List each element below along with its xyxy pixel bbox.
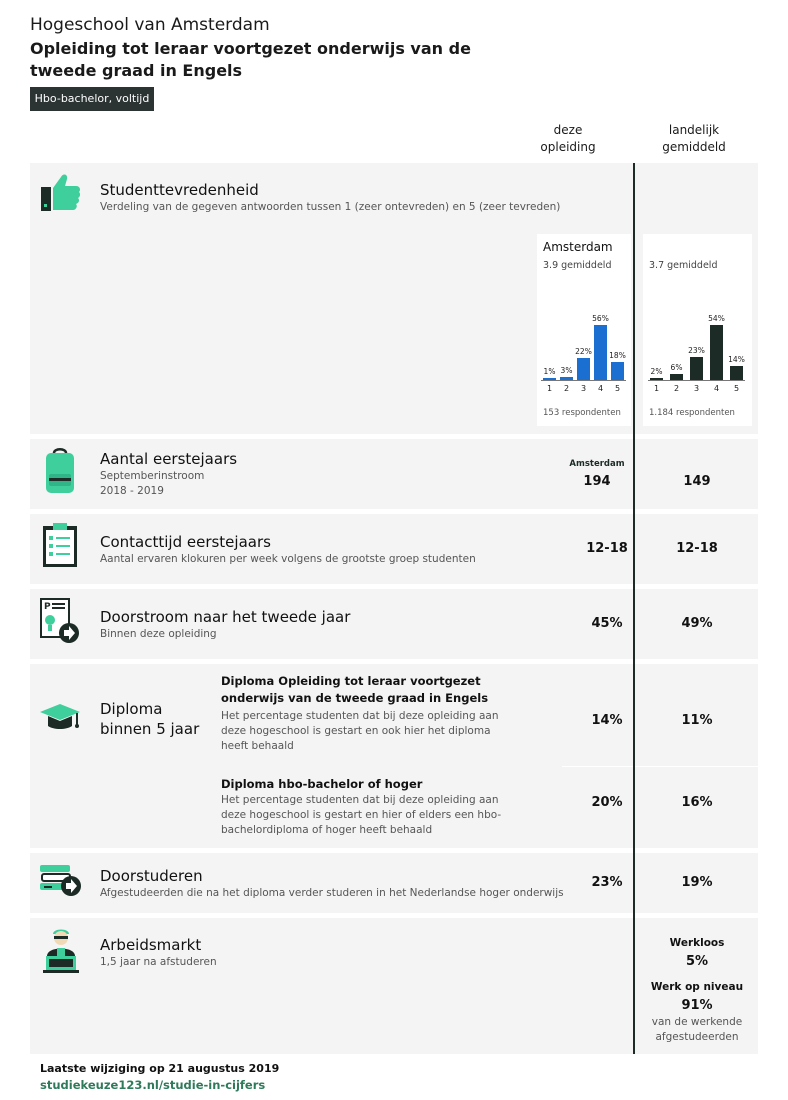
- chart-card-national: [643, 234, 752, 426]
- diploma-sub2-text-line2: deze hogeschool is gestart en hier of elders een hbo-: [221, 809, 502, 821]
- school-name: Hogeschool van Amsterdam: [30, 15, 270, 35]
- chart-tick-label: 3: [693, 384, 700, 393]
- diploma-title-line1: Diploma: [100, 700, 163, 718]
- svg-text:P: P: [44, 602, 51, 612]
- clipboard-icon: [42, 522, 78, 568]
- diploma-sub2: [221, 776, 501, 838]
- chart-tick-label: 5: [733, 384, 740, 393]
- progress-own-value: 45%: [591, 616, 623, 631]
- diploma-sub1-title-line2: onderwijs van de tweede graad in Engels: [221, 691, 489, 705]
- column-header-national: [654, 122, 734, 156]
- further-national-value: 19%: [681, 875, 713, 890]
- document-arrow-icon: [40, 598, 80, 644]
- further-title: Doorstuderen: [100, 867, 203, 885]
- diploma-sub2-text-line3: bachelordiploma of hoger heeft behaald: [221, 824, 433, 836]
- column-header-national-line2: gemiddeld: [662, 140, 726, 154]
- column-header-own-line1: deze: [553, 123, 583, 137]
- labor-note-line2: afgestudeerden: [655, 1031, 739, 1043]
- column-header-own: [528, 122, 608, 156]
- chart-data-label: 54%: [708, 314, 725, 323]
- chart-data-label: 6%: [670, 362, 683, 372]
- contact-own-value: 12-18: [586, 541, 628, 556]
- chart-bar: [690, 357, 703, 380]
- chart-data-label: 1%: [543, 367, 556, 376]
- progress-title: Doorstroom naar het tweede jaar: [100, 608, 351, 626]
- freshmen-title: Aantal eerstejaars: [100, 450, 238, 468]
- diploma-divider: [562, 766, 758, 767]
- column-header-national-line1: landelijk: [668, 123, 720, 137]
- labor-level-label: Werk op niveau: [650, 981, 744, 993]
- chart-bar: [577, 358, 590, 380]
- labor-unemployed-label: Werkloos: [669, 937, 725, 949]
- satisfaction-subtitle: Verdeling van de gegeven antwoorden tussen 1 (zeer ontevreden) en 5 (zeer tevreden): [100, 201, 561, 213]
- freshmen-subtitle-2: 2018 - 2019: [100, 485, 164, 497]
- freshmen-national-value: 149: [683, 474, 711, 489]
- diploma-sub2-title: Diploma hbo-bachelor of hoger: [221, 777, 423, 791]
- labor-subtitle: 1,5 jaar na afstuderen: [100, 956, 217, 968]
- freshmen-own-value: 194: [583, 474, 611, 489]
- diploma-sub1-own-value: 14%: [591, 713, 623, 728]
- diploma-sub2-text-line1: Het percentage studenten dat bij deze opleiding aan: [221, 794, 499, 806]
- progress-national-value: 49%: [681, 616, 713, 631]
- chart-tick-label: 5: [614, 384, 621, 393]
- labor-title: Arbeidsmarkt: [100, 936, 202, 954]
- satisfaction-title: Studenttevredenheid: [100, 181, 259, 199]
- labor-unemployed-value: 5%: [685, 954, 709, 969]
- chart-card-own: [537, 234, 631, 426]
- chart-tick-label: 3: [580, 384, 587, 393]
- books-arrow-icon: [38, 863, 82, 899]
- last-modified: Laatste wijziging op 21 augustus 2019: [40, 1062, 280, 1075]
- contact-national-value: 12-18: [676, 541, 718, 556]
- thumbs-up-icon: [40, 171, 82, 213]
- chart-tick-label: 4: [597, 384, 604, 393]
- diploma-sub1: [221, 673, 499, 754]
- freshmen-subtitle-1: Septemberinstroom: [100, 470, 205, 482]
- chart-tick-label: 2: [563, 384, 570, 393]
- diploma-sub1-national-value: 11%: [681, 713, 713, 728]
- graduation-cap-icon: [38, 702, 82, 732]
- chart-own-respondents: 153 respondenten: [543, 408, 621, 418]
- diploma-title-line2: binnen 5 jaar: [100, 720, 200, 738]
- chart-national-respondents: 1.184 respondenten: [649, 408, 735, 418]
- diploma-sub1-text-line2: deze hogeschool is gestart en ook hier het diploma: [221, 725, 491, 737]
- chart-tick-label: 2: [673, 384, 680, 393]
- further-own-value: 23%: [591, 875, 623, 890]
- diploma-sub1-title-line1: Diploma Opleiding tot leraar voortgezet: [221, 674, 481, 688]
- course-title: Opleiding tot leraar voortgezet onderwijs van de tweede graad in Engels: [30, 39, 471, 80]
- column-header-own-line2: opleiding: [540, 140, 596, 154]
- diploma-sub2-own-value: 20%: [591, 795, 623, 810]
- chart-data-label: 22%: [575, 347, 592, 357]
- chart-data-label: 14%: [728, 354, 745, 364]
- chart-bar: [710, 325, 723, 380]
- chart-baseline: [541, 380, 626, 381]
- diploma-sub1-text-line3: heeft behaald: [221, 740, 294, 752]
- chart-data-label: 3%: [560, 366, 573, 376]
- chart-data-label: 23%: [688, 345, 705, 355]
- freshmen-own-label: Amsterdam: [569, 459, 625, 469]
- labor-note-line1: van de werkende: [651, 1016, 743, 1028]
- worker-laptop-icon: [42, 926, 80, 974]
- contact-subtitle: Aantal ervaren klokuren per week volgens de grootste groep studenten: [100, 553, 476, 565]
- column-divider: [633, 163, 635, 1054]
- source-link[interactable]: studiekeuze123.nl/studie-in-cijfers: [40, 1078, 266, 1092]
- chart-bar: [594, 325, 607, 380]
- contact-title: Contacttijd eerstejaars: [100, 533, 271, 551]
- labor-level-value: 91%: [681, 998, 713, 1013]
- chart-national-average: 3.7 gemiddeld: [649, 260, 718, 271]
- chart-baseline: [648, 380, 745, 381]
- program-type-badge: Hbo-bachelor, voltijd: [30, 87, 154, 111]
- chart-data-label: 56%: [592, 314, 609, 323]
- chart-tick-label: 1: [653, 384, 660, 393]
- further-subtitle: Afgestudeerden die na het diploma verder studeren in het Nederlandse hoger onderwijs: [100, 887, 564, 899]
- chart-bar: [611, 362, 624, 380]
- chart-own-title: Amsterdam: [543, 240, 613, 254]
- chart-data-label: 2%: [650, 366, 663, 376]
- chart-data-label: 18%: [609, 351, 626, 361]
- chart-bar: [730, 366, 743, 380]
- diploma-sub2-national-value: 16%: [681, 795, 713, 810]
- progress-subtitle: Binnen deze opleiding: [100, 628, 217, 640]
- chart-tick-label: 4: [713, 384, 720, 393]
- chart-tick-label: 1: [546, 384, 553, 393]
- diploma-sub1-text-line1: Het percentage studenten dat bij deze opleiding aan: [221, 710, 499, 722]
- chart-own-average: 3.9 gemiddeld: [543, 260, 612, 271]
- backpack-icon: [44, 447, 76, 495]
